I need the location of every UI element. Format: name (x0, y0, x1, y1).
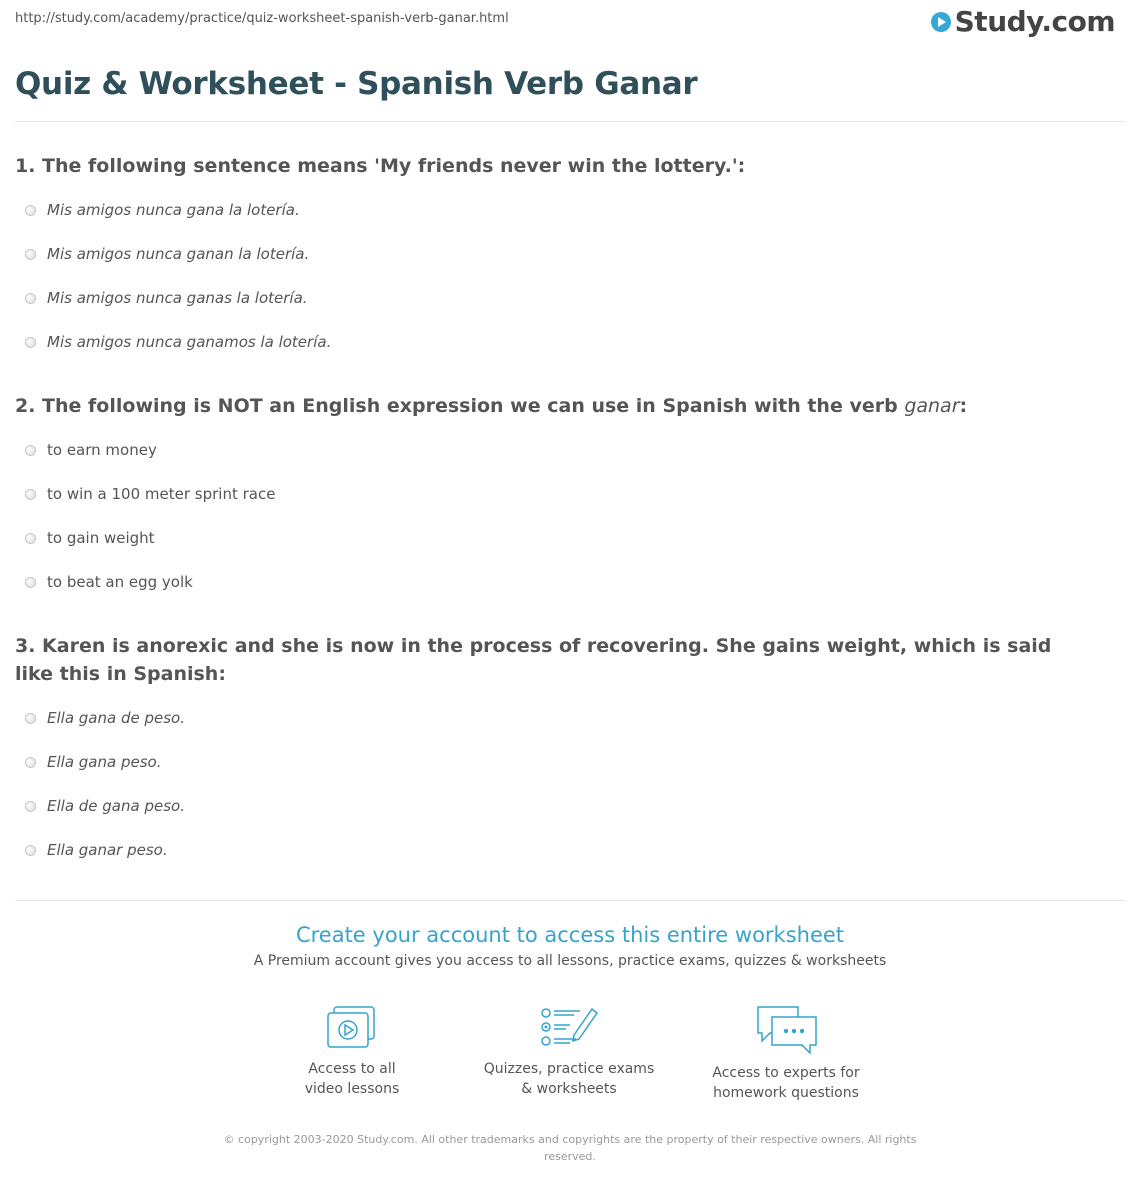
answer-option[interactable]: Ella ganar peso. (15, 828, 1080, 872)
feature-label: & worksheets (521, 1081, 617, 1097)
cta-title-link[interactable]: Create your account to access this entire worksheet (295, 923, 845, 947)
radio-button[interactable] (25, 577, 36, 588)
question-1 (15, 152, 1080, 364)
footer-line: reserved. (544, 1150, 596, 1163)
answer-option[interactable]: to earn money (15, 428, 1080, 472)
feature-label: Quizzes, practice exams (483, 1061, 655, 1077)
divider (15, 900, 1125, 901)
question-text: 2. The following is NOT an English expression we can use in Spanish with the verb ganar: (15, 395, 968, 417)
feature-label: Access to all (308, 1061, 396, 1077)
answer-option[interactable]: Ella de gana peso. (15, 784, 1080, 828)
radio-button[interactable] (25, 205, 36, 216)
video-lessons-icon (326, 1005, 378, 1051)
radio-button[interactable] (25, 845, 36, 856)
answer-option[interactable]: Ella gana peso. (15, 740, 1080, 784)
page-url: http://study.com/academy/practice/quiz-worksheet-spanish-verb-ganar.html (15, 11, 509, 26)
radio-button[interactable] (25, 249, 36, 260)
feature-quizzes (469, 1005, 669, 1099)
feature-label: Access to experts for (712, 1065, 860, 1081)
copyright-footer (210, 1131, 930, 1165)
question-3 (15, 632, 1080, 872)
radio-button[interactable] (25, 801, 36, 812)
answer-option[interactable]: Mis amigos nunca gana la lotería. (15, 188, 1080, 232)
play-logo-icon (931, 12, 951, 32)
feature-experts (686, 1005, 886, 1103)
radio-button[interactable] (25, 337, 36, 348)
study-logo[interactable] (931, 5, 1115, 38)
quiz-checklist-icon (540, 1005, 598, 1051)
radio-button[interactable] (25, 713, 36, 724)
answer-option[interactable]: Ella gana de peso. (15, 696, 1080, 740)
radio-button[interactable] (25, 445, 36, 456)
answer-option[interactable]: Mis amigos nunca ganamos la lotería. (15, 320, 1080, 364)
logo-text: Study.com (954, 5, 1115, 38)
radio-button[interactable] (25, 533, 36, 544)
chat-bubbles-icon (754, 1005, 818, 1055)
answer-option[interactable]: Mis amigos nunca ganas la lotería. (15, 276, 1080, 320)
question-text: 3. Karen is anorexic and she is now in the process of recovering. She gains weight, which is said like this in Spanish: (15, 635, 1052, 685)
answer-option[interactable]: to beat an egg yolk (15, 560, 1080, 604)
radio-button[interactable] (25, 489, 36, 500)
question-text: 1. The following sentence means 'My friends never win the lottery.': (15, 155, 746, 177)
feature-video-lessons (252, 1005, 452, 1099)
radio-button[interactable] (25, 757, 36, 768)
answer-option[interactable]: to gain weight (15, 516, 1080, 560)
answer-option[interactable]: Mis amigos nunca ganan la lotería. (15, 232, 1080, 276)
footer-line: © copyright 2003-2020 Study.com. All other trademarks and copyrights are the property of their respective owners. All rights (223, 1133, 917, 1146)
cta-subtitle: A Premium account gives you access to all lessons, practice exams, quizzes & worksheets (253, 953, 887, 969)
feature-label: video lessons (304, 1081, 400, 1097)
page-title: Quiz & Worksheet - Spanish Verb Ganar (15, 66, 698, 102)
question-2 (15, 392, 1080, 604)
radio-button[interactable] (25, 293, 36, 304)
feature-label: homework questions (713, 1085, 859, 1101)
divider (15, 121, 1125, 122)
answer-option[interactable]: to win a 100 meter sprint race (15, 472, 1080, 516)
